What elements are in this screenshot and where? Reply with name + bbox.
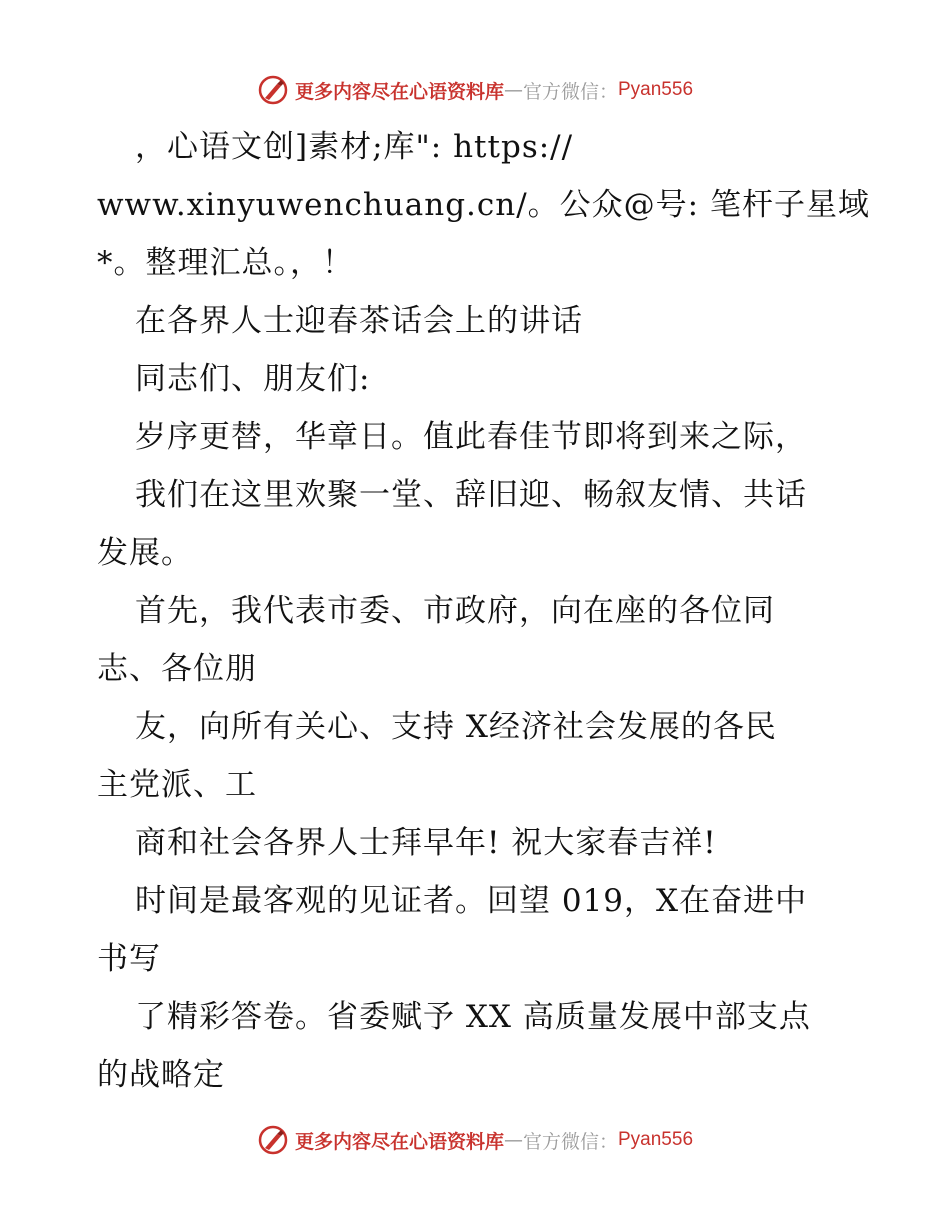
banner-separator: — xyxy=(503,1129,523,1151)
banner-brand-text: 更多内容尽在心语资料库 xyxy=(294,1130,504,1153)
body-line: 了精彩答卷。省委赋予 XX 高质量发展中部支点 xyxy=(135,999,811,1035)
body-line: 主党派、工 xyxy=(97,767,257,803)
banner-official-label: 官方微信： xyxy=(522,80,618,103)
body-line: 友，向所有关心、支持 X经济社会发展的各民 xyxy=(135,709,777,745)
body-line: *。整理汇总。，！ xyxy=(97,245,354,281)
body-line: 时间是最客观的见证者。回望 019，X在奋进中 xyxy=(135,883,808,919)
banner-wechat-id: Pyan556 xyxy=(618,79,694,100)
pen-logo-icon xyxy=(257,74,289,106)
pen-logo-icon xyxy=(257,1124,289,1156)
body-line: 首先，我代表市委、市政府，向在座的各位同 xyxy=(135,593,775,629)
body-line: 发展。 xyxy=(97,535,193,571)
body-line: 志、各位朋 xyxy=(97,651,257,687)
footer-watermark-banner xyxy=(0,1120,950,1160)
document-body xyxy=(97,118,870,1104)
body-line: 的战略定 xyxy=(97,1057,225,1093)
body-line: 我们在这里欢聚一堂、辞旧迎、畅叙友情、共话 xyxy=(135,477,807,513)
body-line: 岁序更替，华章日。值此春佳节即将到来之际， xyxy=(135,419,807,455)
document-title: 在各界人士迎春茶话会上的讲话 xyxy=(135,303,583,339)
body-line: 商和社会各界人士拜早年! 祝大家春吉祥! xyxy=(135,825,717,861)
banner-brand-text: 更多内容尽在心语资料库 xyxy=(294,80,504,103)
header-watermark-banner xyxy=(0,70,950,110)
body-line: ，心语文创]素材;库": https:// xyxy=(135,129,574,165)
banner-wechat-id: Pyan556 xyxy=(618,1129,694,1150)
banner-separator: — xyxy=(503,79,523,101)
body-line: 书写 xyxy=(97,941,161,977)
body-line: www.xinyuwenchuang.cn/。公众@号: 笔杆子星域 xyxy=(97,187,870,223)
salutation: 同志们、朋友们: xyxy=(135,361,371,397)
banner-official-label: 官方微信： xyxy=(522,1130,618,1153)
